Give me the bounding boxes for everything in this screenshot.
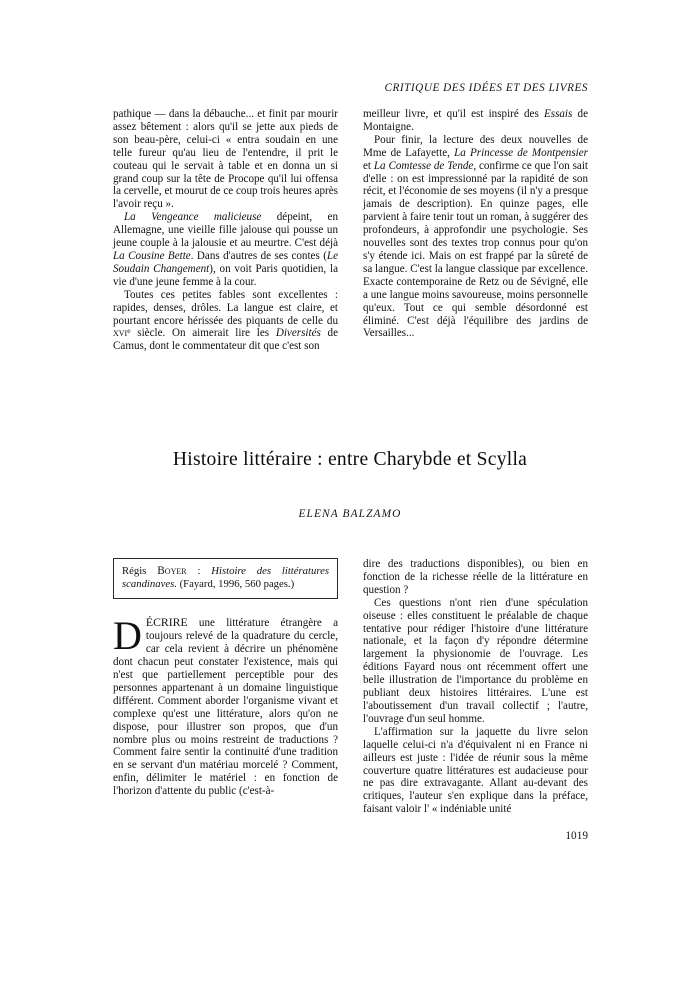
- paragraph: pathique — dans la débauche... et finit par mourir assez bêtement : alors qu'il se jette aux pieds de son beau-père, celui-ci « entra soudain en une telle fureur qu'au lieu de l'entendre, il prit le couteau qui le servait à table et en donna un si grand coup sur la tête de Procope qu'il lui offensa la cervelle, et mourut de ce coup trois heures après l'avoir reçu ».: [113, 108, 338, 211]
- reference-author-last: Boyer: [157, 565, 187, 577]
- top-text-block: [113, 108, 588, 353]
- reference-work-title: Histoire des littératures scandinaves.: [122, 565, 329, 591]
- drop-cap: D: [113, 613, 142, 659]
- article-title: Histoire littéraire : entre Charybde et Scylla: [172, 449, 528, 470]
- running-header: CRITIQUE DES IDÉES ET DES LIVRES: [384, 82, 588, 94]
- paragraph: meilleur livre, et qu'il est inspiré des Essais de Montaigne.: [363, 108, 588, 133]
- small-caps-lead: ÉCRIRE: [145, 616, 188, 630]
- reference-publication: (Fayard, 1996, 560 pages.): [176, 578, 295, 591]
- paragraph: Toutes ces petites fables sont excellentes : rapides, denses, drôles. La langue est claire, et pourtant encore hérissée des piquants de celle du xvi$^e$ siècle. On aimerait lire les Diversités de Camus, dont le commentateur dit que c'est son: [113, 288, 338, 353]
- top-left-column: [113, 108, 338, 353]
- reference-citation: [122, 565, 329, 591]
- top-right-column: [363, 108, 588, 353]
- page-number: 1019: [565, 830, 588, 842]
- reference-separator: :: [186, 565, 212, 577]
- reference-author-first: Régis: [122, 565, 147, 577]
- paragraph: L'affirmation sur la jaquette du livre selon laquelle celui-ci n'a d'équivalent ni en France ni ailleurs est juste : l'idée de réunir sous la même couverture quatre littératures est audacieuse pour ne pas dire extravagante. Allant au-devant des critiques, l'auteur s'en explique dans la préface, faisant valoir l' « indéniable unité: [363, 725, 588, 816]
- paragraph: La Vengeance malicieuse dépeint, en Allemagne, une vieille fille jalouse qui pousse un jeune couple à la jalousie et au meurtre. C'est déjà La Cousine Bette. Dans d'autres de ses contes (Le Soudain Changement), on voit Paris quotidien, la vie d'une jeune femme à la cour.: [113, 211, 339, 288]
- bottom-left-column: [113, 558, 338, 816]
- bottom-right-column: [363, 558, 588, 816]
- paragraph: dire des traductions disponibles), ou bien en fonction de la richesse réelle de la littérature en question ?: [363, 558, 588, 596]
- paragraph: Ces questions n'ont rien d'une spéculation oiseuse : elles constituent le préalable de chaque tentative pour rédiger l'histoire d'une littérature nationale, et la façon d'y répondre détermine largement la physionomie de l'ouvrage. Les éditions Fayard nous ont récemment offert une belle illustration de l'importance du problème en publiant deux histoires littéraires. L'une est l'aboutissement d'un travail collectif ; l'autre, l'ouvrage d'un seul homme.: [363, 596, 588, 725]
- bottom-text-block: [113, 558, 588, 816]
- paragraph: DÉCRIRE une littérature étrangère a toujours relevé de la quadrature du cercle, car cela revient à décrire un phénomène dont chacun peut constater l'existence, mais qui n'est que partiellement perceptible pour des personnes appartenant à un domaine linguistique différent. Comment aborder l'organisme vivant et complexe qu'est une littérature, alors qu'on ne dispose, pour illustrer son propos, que d'un nombre plus ou moins restreint de traductions ? Comment faire sentir la continuité d'une tradition en se servant d'un matériau morcelé ? Comment, enfin, délimiter le matériel : en fonction de l'horizon d'attente du public (c'est-à-: [113, 613, 338, 798]
- article-author: ELENA BALZAMO: [298, 508, 402, 520]
- paragraph: Pour finir, la lecture des deux nouvelles de Mme de Lafayette, La Princesse de Montpensier et La Comtesse de Tende, confirme ce que l'on sait d'elle : on est impressionné par la rapidité de son récit, et l'économie de ses moyens (il n'y a presque jamais de description). En quinze pages, elle parvient à faire tenir tout un roman, à suggérer des profondeurs, à approfondir une psychologie. Ses nouvelles sont des textes trop connus pour qu'on s'y étende ici. Mais on est frappé par la sûreté de sa langue. C'est la langue classique par excellence. Exacte contemporaine de Retz ou de Sévigné, elle a une langue moins savoureuse, moins personnelle qu'eux. Tout ce qui semble désordonné est éliminé. C'est déjà l'équilibre des jardins de Versailles...: [363, 133, 589, 340]
- reference-box: [113, 558, 338, 599]
